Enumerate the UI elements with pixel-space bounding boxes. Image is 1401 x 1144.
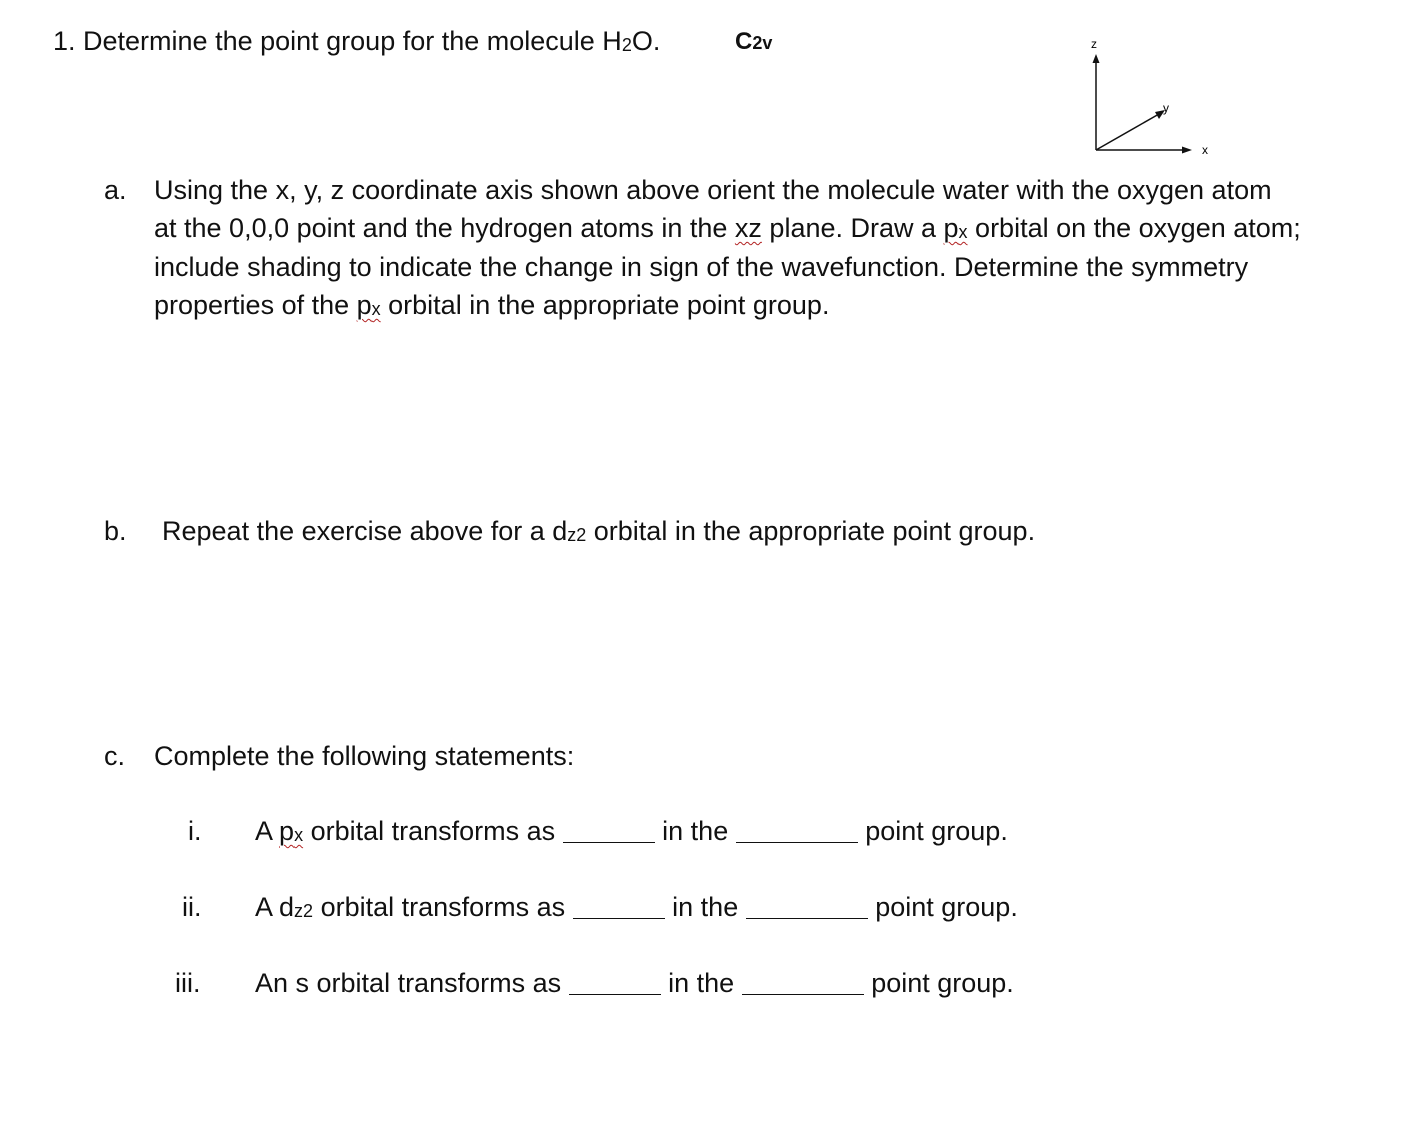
text: in the: [660, 968, 742, 998]
p: p: [279, 816, 295, 846]
point-group-answer: [735, 25, 772, 60]
x-arrowhead: [1182, 147, 1192, 154]
subscript: z2: [294, 901, 314, 921]
subscript: x: [294, 825, 304, 845]
part-a-line-2: [154, 209, 1301, 251]
text: A: [255, 816, 280, 846]
part-c-text: Complete the following statements:: [154, 741, 575, 771]
xz-plane-term: xz: [734, 213, 762, 243]
part-b-text: [162, 512, 1035, 554]
part-b-marker: b.: [104, 516, 127, 546]
text: point group.: [867, 892, 1018, 922]
part-a-line-1: Using the x, y, z coordinate axis shown above orient the molecule water with the oxygen atom: [154, 175, 1272, 205]
part-a-line-4: [154, 286, 829, 328]
subscript: x: [371, 299, 381, 319]
px-term: [357, 290, 381, 320]
text: An s orbital transforms as: [255, 968, 569, 998]
text: plane. Draw a: [761, 213, 944, 243]
text: in the: [664, 892, 746, 922]
text: in the: [654, 816, 736, 846]
subscript: z2: [567, 525, 587, 545]
item-ii-marker: ii.: [182, 892, 202, 922]
z-arrowhead: [1093, 54, 1100, 63]
text: orbital in the appropriate point group.: [586, 516, 1036, 546]
px-term: [944, 213, 968, 243]
question-1-title: [53, 22, 660, 64]
p: p: [943, 213, 959, 243]
y-axis-label: y: [1163, 101, 1169, 115]
question-1-text: 1. Determine the point group for the molecule H: [53, 26, 622, 56]
text: orbital transforms as: [313, 892, 573, 922]
statement-ii: [255, 888, 1018, 930]
blank-symmetry-i[interactable]: [563, 816, 655, 843]
p: p: [356, 290, 372, 320]
statement-i: [255, 812, 1008, 854]
question-1-text-end: O.: [631, 26, 661, 56]
part-a-line-3: include shading to indicate the change in sign of the wavefunction. Determine the symmetry: [154, 252, 1249, 282]
text: at the 0,0,0 point and the hydrogen atoms in the: [154, 213, 735, 243]
coordinate-axes: [1070, 30, 1220, 165]
text: Repeat the exercise above for a d: [162, 516, 568, 546]
subscript: 2: [621, 35, 632, 55]
x-axis-label: x: [1202, 143, 1208, 157]
text: point group.: [863, 968, 1014, 998]
blank-point-group-i[interactable]: [736, 816, 858, 843]
text: point group.: [857, 816, 1008, 846]
answer-main: C: [735, 28, 753, 55]
part-c-marker: c.: [104, 741, 126, 771]
text: orbital transforms as: [303, 816, 563, 846]
blank-point-group-ii[interactable]: [746, 892, 868, 919]
item-iii-marker: iii.: [175, 968, 201, 998]
px-term: [279, 816, 303, 846]
text: A d: [255, 892, 295, 922]
subscript: x: [958, 222, 968, 242]
statement-iii: [255, 964, 1014, 1002]
blank-symmetry-ii[interactable]: [573, 892, 665, 919]
part-a-marker: a.: [104, 175, 127, 205]
text: orbital in the appropriate point group.: [380, 290, 830, 320]
item-i-marker: i.: [188, 816, 202, 846]
blank-symmetry-iii[interactable]: [569, 968, 661, 995]
blank-point-group-iii[interactable]: [742, 968, 864, 995]
text: properties of the: [154, 290, 357, 320]
answer-sub: 2v: [752, 33, 773, 53]
y-axis: [1096, 114, 1159, 150]
z-axis-label: z: [1091, 37, 1097, 51]
text: orbital on the oxygen atom;: [967, 213, 1301, 243]
